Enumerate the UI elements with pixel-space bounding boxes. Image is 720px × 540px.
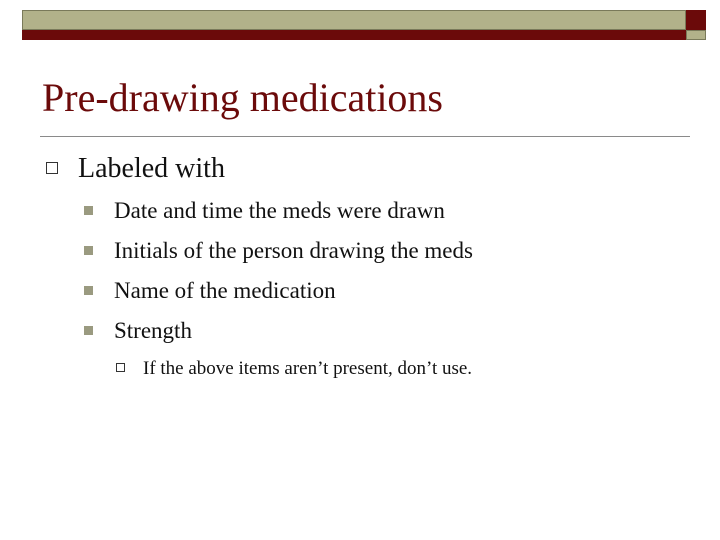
title-divider [40, 136, 690, 137]
hollow-square-bullet-icon [116, 363, 125, 372]
bullet-level3-text: If the above items aren’t present, don’t use. [143, 358, 473, 379]
hollow-square-bullet-icon [46, 162, 58, 174]
filled-square-bullet-icon [84, 246, 93, 255]
bullet-level1-text: Labeled with [78, 153, 225, 184]
bullet-level2-text: Name of the medication [114, 278, 336, 303]
bullet-level2-text: Initials of the person drawing the meds [114, 238, 473, 263]
filled-square-bullet-icon [84, 206, 93, 215]
bullet-level2-text: Strength [114, 318, 192, 343]
slide-title: Pre-drawing medications [42, 75, 443, 120]
bullet-level2-item [84, 237, 473, 265]
filled-square-bullet-icon [84, 286, 93, 295]
bullet-level2-text: Date and time the meds were drawn [114, 198, 445, 223]
filled-square-bullet-icon [84, 326, 93, 335]
bullet-level2-item [84, 317, 192, 345]
bullet-level2-item [84, 197, 445, 225]
header-bar-maroon [22, 30, 686, 40]
bullet-level3 [116, 358, 472, 381]
bullet-level2-item [84, 277, 336, 305]
header-square-olive [686, 30, 706, 40]
header-bar-olive [22, 10, 686, 30]
header-square-maroon [686, 10, 706, 30]
bullet-level1 [46, 152, 225, 186]
